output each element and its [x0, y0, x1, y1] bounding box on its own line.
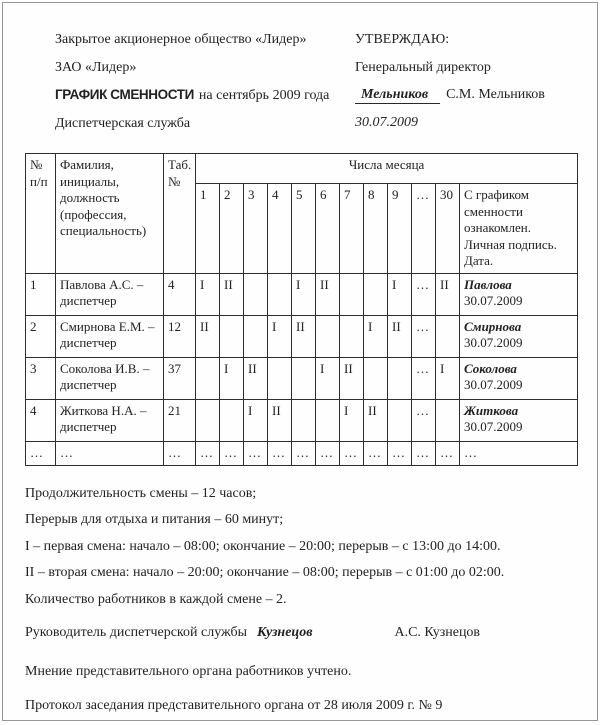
day-cell	[388, 399, 412, 441]
employee-cell: …	[56, 441, 164, 465]
day-cell	[364, 357, 388, 399]
day-cell: …	[268, 441, 292, 465]
row-number-cell: 1	[26, 273, 56, 315]
day-cell	[316, 315, 340, 357]
day-cell: …	[196, 441, 220, 465]
col-header-day-5: 5	[292, 184, 316, 274]
day-cell: I	[292, 273, 316, 315]
document-header	[25, 26, 575, 137]
day-cell: …	[388, 441, 412, 465]
signature-cell	[460, 315, 578, 357]
row-number-cell: …	[26, 441, 56, 465]
employee-cell: Соколова И.В. – диспетчер	[56, 357, 164, 399]
shift-schedule-table	[25, 153, 578, 466]
note-shift-duration: Продолжительность смены – 12 часов;	[25, 485, 257, 501]
row-number-cell: 3	[26, 357, 56, 399]
col-header-employee: Фамилия, инициалы, должность (профессия, специальность)	[56, 154, 164, 274]
day-cell	[292, 399, 316, 441]
org-name-full: Закрытое акционерное общество «Лидер»	[55, 32, 307, 47]
table-row-ellipsis	[26, 441, 578, 465]
approver-signature: Мельников	[355, 87, 440, 104]
col-header-day-ellipsis: …	[412, 184, 436, 274]
col-header-days-group: Числа месяца	[196, 154, 578, 184]
day-cell	[340, 273, 364, 315]
opinion-line: Мнение представительного органа работников учтено.	[25, 664, 352, 679]
day-cell: II	[292, 315, 316, 357]
signature-name: Житкова	[464, 402, 519, 418]
document-sheet	[2, 2, 598, 721]
day-cell: II	[436, 273, 460, 315]
approval-date: 30.07.2009	[355, 114, 418, 130]
signature-date: 30.07.2009	[464, 293, 523, 308]
table-row-pavlova	[26, 273, 578, 315]
tab-number-cell: 4	[164, 273, 196, 315]
day-cell: …	[292, 441, 316, 465]
day-cell: …	[412, 357, 436, 399]
col-header-day-30: 30	[436, 184, 460, 274]
signature-date: 30.07.2009	[464, 419, 523, 434]
signature-name: …	[464, 444, 477, 460]
day-cell	[268, 273, 292, 315]
day-cell: II	[388, 315, 412, 357]
day-cell	[244, 273, 268, 315]
day-cell: I	[316, 357, 340, 399]
signature-cell	[460, 273, 578, 315]
table-header-row-1	[26, 154, 578, 184]
day-cell: II	[364, 399, 388, 441]
day-cell: …	[364, 441, 388, 465]
approval-label: УТВЕРЖДАЮ:	[355, 32, 450, 47]
approval-signature-line	[355, 81, 575, 109]
document-title-line	[55, 81, 355, 110]
employee-cell: Смирнова Е.М. – диспетчер	[56, 315, 164, 357]
manager-signature: Кузнецов	[257, 625, 313, 640]
col-header-day-6: 6	[316, 184, 340, 274]
shift-notes	[25, 481, 575, 614]
day-cell: …	[244, 441, 268, 465]
day-cell	[220, 399, 244, 441]
note-workers-per-shift: Количество работников в каждой смене – 2.	[25, 591, 287, 607]
day-cell: II	[316, 273, 340, 315]
tab-number-cell: 37	[164, 357, 196, 399]
signature-name: Смирнова	[464, 318, 522, 334]
col-header-day-9: 9	[388, 184, 412, 274]
note-second-shift: II – вторая смена: начало – 20:00; окончание – 08:00; перерыв – с 01:00 до 02:00.	[25, 565, 505, 580]
manager-title: Руководитель диспетчерской службы	[25, 625, 248, 640]
table-row-smirnova	[26, 315, 578, 357]
signature-cell	[460, 399, 578, 441]
day-cell: …	[412, 273, 436, 315]
col-header-day-4: 4	[268, 184, 292, 274]
day-cell: II	[244, 357, 268, 399]
day-cell: I	[268, 315, 292, 357]
signature-date: 30.07.2009	[464, 377, 523, 392]
day-cell: I	[388, 273, 412, 315]
col-header-day-7: 7	[340, 184, 364, 274]
day-cell: …	[436, 441, 460, 465]
note-break-duration: Перерыв для отдыха и питания – 60 минут;	[25, 512, 284, 527]
day-cell: …	[340, 441, 364, 465]
day-cell: I	[436, 357, 460, 399]
tab-number-cell: 12	[164, 315, 196, 357]
day-cell: …	[412, 441, 436, 465]
approver-name: С.М. Мельников	[446, 87, 545, 102]
tab-number-cell: 21	[164, 399, 196, 441]
day-cell	[340, 315, 364, 357]
department-name: Диспетчерская служба	[55, 115, 191, 131]
day-cell: I	[196, 273, 220, 315]
col-header-tab-number: Таб. №	[164, 154, 196, 274]
day-cell: I	[244, 399, 268, 441]
col-header-day-3: 3	[244, 184, 268, 274]
day-cell	[436, 399, 460, 441]
day-cell: …	[412, 399, 436, 441]
col-header-acknowledgement: С графиком сменности ознакомлен. Личная подпись. Дата.	[460, 184, 578, 274]
table-row-sokolova	[26, 357, 578, 399]
schedule-period: на сентябрь 2009 года	[198, 88, 330, 103]
day-cell: I	[340, 399, 364, 441]
day-cell	[316, 399, 340, 441]
signature-cell	[460, 357, 578, 399]
tab-number-cell: …	[164, 441, 196, 465]
day-cell	[196, 399, 220, 441]
employee-cell: Павлова А.С. – диспетчер	[56, 273, 164, 315]
col-header-num: № п/п	[26, 154, 56, 274]
col-header-day-2: 2	[220, 184, 244, 274]
employee-cell: Житкова Н.А. – диспетчер	[56, 399, 164, 441]
manager-signature-line	[25, 619, 575, 646]
row-number-cell: 2	[26, 315, 56, 357]
day-cell	[292, 357, 316, 399]
table-row-zhitkova	[26, 399, 578, 441]
day-cell: …	[220, 441, 244, 465]
day-cell: II	[220, 273, 244, 315]
org-name-short: ЗАО «Лидер»	[55, 59, 137, 75]
day-cell: II	[268, 399, 292, 441]
day-cell	[220, 315, 244, 357]
approval-block	[355, 26, 575, 137]
col-header-day-1: 1	[196, 184, 220, 274]
protocol-line: Протокол заседания представительного органа от 28 июля 2009 г. № 9	[25, 698, 443, 713]
approver-position: Генеральный директор	[355, 59, 491, 75]
day-cell	[244, 315, 268, 357]
day-cell	[388, 357, 412, 399]
day-cell: II	[196, 315, 220, 357]
day-cell: II	[340, 357, 364, 399]
document-title: ГРАФИК СМЕННОСТИ	[55, 87, 194, 102]
note-first-shift: I – первая смена: начало – 08:00; окончание – 20:00; перерыв – с 13:00 до 14:00.	[25, 538, 501, 554]
day-cell: …	[316, 441, 340, 465]
signature-name: Соколова	[464, 360, 517, 376]
signature-date: 30.07.2009	[464, 335, 523, 350]
row-number-cell: 4	[26, 399, 56, 441]
day-cell: …	[412, 315, 436, 357]
signature-cell	[460, 441, 578, 465]
signature-name: Павлова	[464, 276, 512, 292]
day-cell: I	[220, 357, 244, 399]
day-cell	[268, 357, 292, 399]
col-header-day-8: 8	[364, 184, 388, 274]
day-cell	[364, 273, 388, 315]
manager-name: А.С. Кузнецов	[394, 625, 481, 640]
day-cell	[196, 357, 220, 399]
org-block	[55, 26, 355, 137]
day-cell	[436, 315, 460, 357]
day-cell: I	[364, 315, 388, 357]
